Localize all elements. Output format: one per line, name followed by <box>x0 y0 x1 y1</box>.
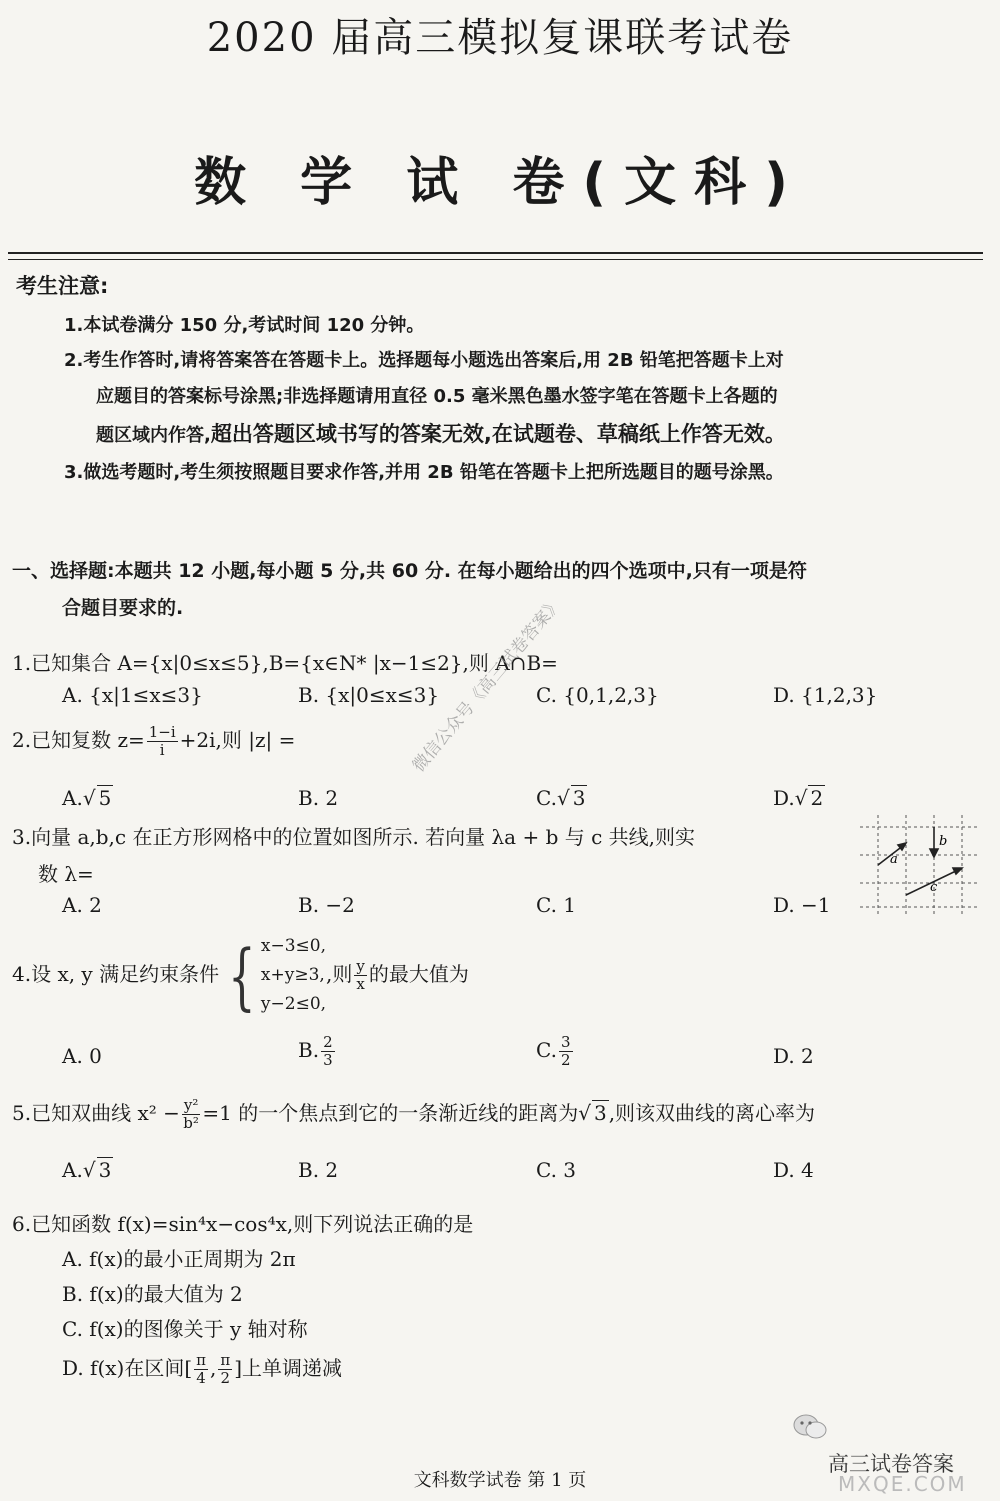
question-2-option-a: A.√ 5 <box>62 786 112 810</box>
option-letter: A. <box>62 786 83 810</box>
notice-item-1: 1.本试卷满分 150 分,考试时间 120 分钟。 <box>64 315 425 336</box>
question-6-option-a: A. f(x)的最小正周期为 2π <box>62 1247 296 1271</box>
question-2-fraction <box>147 724 178 759</box>
question-4-option-b <box>298 1034 337 1069</box>
question-5-stem: 5.已知双曲线 x² − $\frac{\text{y²}}{\text{b²}}$ =1 的一个焦点到它的一条渐近线的距离为√ 3 ,则该双曲线的离心率为 <box>12 1096 816 1132</box>
question-3-option-c: C. 1 <box>536 893 577 917</box>
option-letter: A. <box>62 1158 83 1182</box>
question-5-fraction <box>182 1097 201 1132</box>
option-letter: B. <box>298 1038 320 1062</box>
radicand: 3 <box>98 1158 112 1182</box>
question-1-option-a: A. {x|1≤x≤3} <box>62 683 203 707</box>
watermark-site-name: MXQE.COM <box>838 1472 967 1496</box>
fraction-denominator: b² <box>183 1114 199 1132</box>
radicand: 3 <box>593 1101 607 1125</box>
vector-b-label: b <box>939 834 948 849</box>
fraction-denominator: 2 <box>220 1369 231 1387</box>
fraction-denominator: 4 <box>196 1369 206 1387</box>
fraction-denominator: i <box>159 741 165 759</box>
question-2-stem <box>12 724 295 759</box>
question-3-stem-line-2: 数 λ= <box>38 862 94 886</box>
fraction-numerator: 3 <box>560 1033 571 1051</box>
option-fraction <box>321 1034 335 1069</box>
interval-start-fraction <box>194 1352 208 1387</box>
exam-series-title: 2020 届高三模拟复课联考试卷 <box>206 15 794 61</box>
subject-title: 数 学 试 卷(文科) <box>194 153 806 213</box>
question-1-option-c: C. {0,1,2,3} <box>536 683 659 707</box>
radicand: 2 <box>810 786 824 810</box>
question-5-option-c: C. 3 <box>536 1158 577 1182</box>
question-3-option-b: B. −2 <box>298 893 355 917</box>
fraction-denominator: 3 <box>323 1051 333 1069</box>
vector-grid-figure <box>860 815 980 915</box>
vector-b-arrowhead <box>930 849 938 857</box>
constraint-1: x−3≤0, <box>260 936 327 956</box>
option-fraction <box>559 1034 573 1069</box>
question-1-option-d: D. {1,2,3} <box>773 683 878 707</box>
question-4-option-c <box>536 1034 575 1069</box>
question-3-option-d: D. −1 <box>773 893 831 917</box>
option-d-pre: D. f(x)在区间[ <box>62 1356 193 1380</box>
interval-separator: , <box>210 1356 217 1380</box>
question-5-option-b: B. 2 <box>298 1158 339 1182</box>
vector-c-label: c <box>930 880 938 895</box>
notice-item-3: 3.做选考题时,考生须按照题目要求作答,并用 2B 铅笔在答题卡上把所选题目的题号涂黑。 <box>64 462 784 483</box>
brace-icon: { <box>228 933 256 1018</box>
option-letter: C. <box>536 786 557 810</box>
notice-item-2-line-3a: 题区域内作答, <box>96 425 211 446</box>
header-divider-thin <box>8 259 983 260</box>
question-6-option-d <box>62 1352 342 1387</box>
watermark-account-name: 高三试卷答案 <box>828 1452 954 1476</box>
fraction-denominator: x <box>356 975 365 993</box>
question-1-stem: 1.已知集合 A={x|0≤x≤5},B={x∈N* |x−1≤2},则 A∩B= <box>12 651 558 675</box>
question-4-stem-pre: 4.设 x, y 满足约束条件 <box>12 962 220 986</box>
option-letter: C. <box>536 1038 557 1062</box>
radicand: 3 <box>572 786 586 810</box>
question-4-fraction <box>354 958 366 993</box>
question-1-option-b: B. {x|0≤x≤3} <box>298 683 440 707</box>
fraction-numerator: y <box>356 957 365 975</box>
question-5-stem-pre: 5.已知双曲线 x² − <box>12 1101 180 1125</box>
fraction-numerator: 2 <box>323 1033 333 1051</box>
watermark-diagonal-text: 微信公众号《高三试卷答案》 <box>408 593 567 777</box>
question-6-stem: 6.已知函数 f(x)=sin⁴x−cos⁴x,则下列说法正确的是 <box>12 1212 474 1236</box>
question-3-stem-line-1: 3.向量 a,b,c 在正方形网格中的位置如图所示. 若向量 λa + b 与 c 共线,则实 <box>12 825 696 849</box>
radicand: 5 <box>98 786 112 810</box>
question-5-option-a: A.√ 3 <box>62 1158 112 1182</box>
wechat-icon <box>790 1405 830 1445</box>
option-letter: D. <box>773 786 795 810</box>
question-4-stem-post: 的最大值为 <box>368 962 469 986</box>
option-d-post: ]上单调递减 <box>234 1356 343 1380</box>
page-footer: 文科数学试卷 第 1 页 <box>413 1470 587 1491</box>
constraint-system <box>219 932 326 1019</box>
question-4-stem <box>12 932 469 1019</box>
notice-heading: 考生注意: <box>16 274 109 298</box>
question-2-option-b: B. 2 <box>298 786 339 810</box>
constraint-3: y−2≤0, <box>260 994 327 1014</box>
question-6-option-b: B. f(x)的最大值为 2 <box>62 1282 243 1306</box>
question-5-stem-post: ,则该双曲线的离心率为 <box>608 1101 816 1125</box>
fraction-numerator: y² <box>183 1096 199 1114</box>
question-2-option-c: C.√ 3 <box>536 786 586 810</box>
fraction-numerator: π <box>220 1351 231 1369</box>
section-heading-line-1: 一、选择题:本题共 12 小题,每小题 5 分,共 60 分. 在每小题给出的四个选项中,只有一项是符 <box>12 560 807 582</box>
question-5-stem-mid: =1 的一个焦点到它的一条渐近线的距离为 <box>202 1101 579 1125</box>
constraint-2: x+y≥3, <box>260 965 325 985</box>
notice-item-2-line-1: 2.考生作答时,请将答案答在答题卡上。选择题每小题选出答案后,用 2B 铅笔把答题卡上对 <box>64 350 784 371</box>
vector-a-label: a <box>890 852 898 867</box>
question-5-option-d: D. 4 <box>773 1158 814 1182</box>
header-divider <box>8 252 983 254</box>
question-4-stem-mid: ,则 <box>326 962 353 986</box>
question-2-option-d: D.√ 2 <box>773 786 824 810</box>
fraction-denominator: 2 <box>560 1051 571 1069</box>
interval-end-fraction <box>218 1352 232 1387</box>
question-6-option-c: C. f(x)的图像关于 y 轴对称 <box>62 1317 308 1341</box>
fraction-numerator: 1−i <box>148 723 176 741</box>
question-3-option-a: A. 2 <box>62 893 102 917</box>
question-4-option-d: D. 2 <box>773 1044 814 1068</box>
notice-item-2-line-3 <box>96 418 786 448</box>
question-2-stem-pre: 2.已知复数 z= <box>12 728 145 752</box>
notice-item-2-line-2: 应题目的答案标号涂黑;非选择题请用直径 0.5 毫米黑色墨水签字笔在答题卡上各题的 <box>96 386 778 407</box>
section-heading-line-2: 合题目要求的. <box>62 597 184 619</box>
vector-c-arrowhead <box>953 868 962 874</box>
notice-item-2-line-3b: 超出答题区域书写的答案无效,在试题卷、草稿纸上作答无效。 <box>210 422 786 446</box>
question-2-stem-post: +2i,则 |z| = <box>179 728 296 752</box>
fraction-numerator: π <box>196 1351 206 1369</box>
question-4-option-a: A. 0 <box>62 1044 102 1068</box>
